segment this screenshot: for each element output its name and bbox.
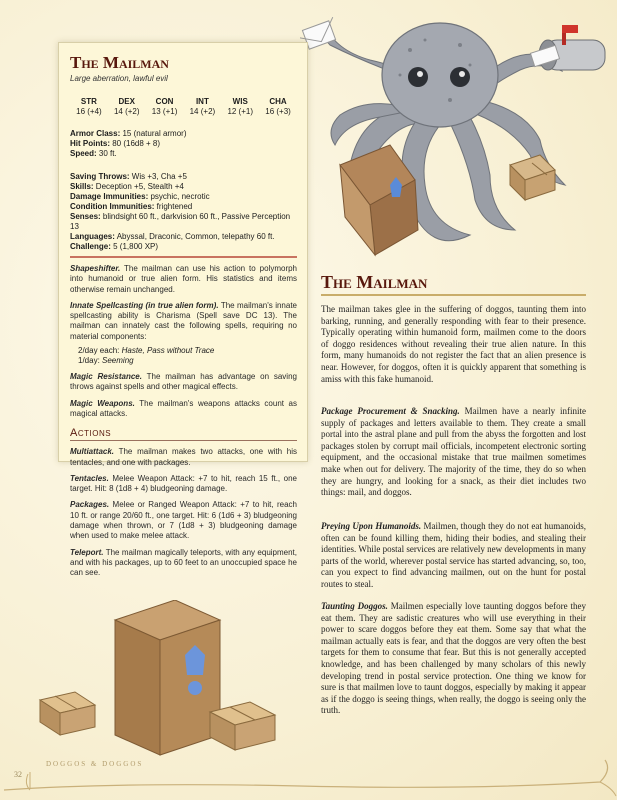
stat-block-title: The Mailman (70, 53, 169, 72)
ability-str: STR 16 (+4) (76, 97, 102, 116)
ability-scores (70, 97, 297, 116)
stat-block (58, 42, 308, 578)
hit-points: Hit Points: 80 (16d8 + 8) (70, 139, 161, 148)
packages-illustration (35, 600, 295, 760)
trait-shapeshifter: Shapeshifter. The mailman can use his action to polymorph into humanoid or true alien form. His statistics and items otherwise remain unchanged. (70, 264, 297, 294)
ability-con: CON 13 (+1) (151, 97, 178, 116)
octopus-illustration (300, 5, 617, 275)
action-packages: Packages. Melee or Ranged Weapon Attack: +7 to hit, reach 10 ft. or range 20/60 ft., one target. Hit: 6 (1d6 + 3) bludgeoning damage when thrown, or 7 (1d8 + 3) bludgeoning damage when used to make melee attack. (70, 500, 297, 541)
armor-class: Armor Class: 15 (natural armor) (70, 129, 187, 138)
ability-cha: CHA 16 (+3) (265, 97, 291, 116)
action-multiattack: Multiattack. The mailman makes two attacks, one with his tentacles, and one with packages. (70, 447, 297, 467)
paragraph-preying-upon-humanoids: Preying Upon Humanoids. Mailmen, though they do not eat humanoids, often can be found killing them, hiding their bodies, and stealing their identities. While postal services are relatively new developments in many parts of the world, wherever postal service has started advancing, so, too, can you expect to find advancing mailmen, out on the hunt for postal routes to steal. (321, 521, 587, 589)
saving-throws: Saving Throws: Wis +3, Cha +5 (70, 172, 187, 181)
footer-title: DOGGOS & DOGGOS (46, 760, 144, 768)
ability-dex: DEX 14 (+2) (113, 97, 140, 116)
action-tentacles: Tentacles. Melee Weapon Attack: +7 to hit, reach 15 ft., one target. Hit: 8 (1d8 + 4) bludgeoning damage. (70, 473, 297, 494)
spell-line: 1/day: Seeming (78, 356, 134, 366)
paragraph-taunting-doggos: Taunting Doggos. Mailmen especially love taunting doggos before they eat them. They are sadistic creatures who will use everything in their power to scare doggos before they eat them. Some say that what the mailman actually eats is fear, and that the doggos are very often the best targets for them to consume that fear. But this is not generally accepted knowledge, and has been challenged by many scholars of this newly developing trend in postal service protection. One thing we know for sure is that mailmen love to taunt doggos, especially by making it appear as if the doggo is seeing things, when really, the doggo is seeing only the truth. (321, 601, 586, 716)
skills: Skills: Deception +5, Stealth +4 (70, 182, 184, 191)
title-underline (321, 294, 586, 296)
spell-line: 2/day each: Haste, Pass without Trace (78, 346, 215, 356)
damage-immunities: Damage Immunities: psychic, necrotic (70, 192, 210, 201)
condition-immunities: Condition Immunities: frightened (70, 202, 193, 211)
creature-type: Large aberration, lawful evil (70, 74, 168, 83)
trait-innate-spellcasting: Innate Spellcasting (in true alien form). The mailman's innate spellcasting ability is Charisma (Spell save DC 13). The mailman can innately cast the following spells, requiring no material components: (70, 300, 297, 341)
action-teleport: Teleport. The mailman magically teleports, with any equipment, and with his packages, up to 60 feet to an unoccupied space he can see. (70, 547, 297, 578)
actions-divider (70, 440, 297, 441)
senses: Senses: blindsight 60 ft., darkvision 60 ft., Passive Perception 13 (70, 212, 291, 231)
mailbox-icon (530, 25, 605, 70)
ability-int: INT 14 (+2) (189, 97, 216, 116)
speed: Speed: 30 ft. (70, 149, 117, 158)
trait-magic-resistance: Magic Resistance. The mailman has advantage on saving throws against spells and other magical effects. (70, 372, 297, 392)
paragraph-package-procurement: Package Procurement & Snacking. Mailmen have a nearly infinite supply of packages and letters available to them. They create a small portal into the astral plane and pull from the abyss the forgotten and lost packages stolen by corrupt mail officials, incompetent electronic sorting equipment, and the occasional mistake that true mailmen sometimes make when out for delivery. The majority of the time, they do so when they are hungry, and looking for a snack, as their diet includes two things: mail, and doggos. (321, 406, 586, 498)
trait-magic-weapons: Magic Weapons. The mailman's weapons attacks count as magical attacks. (70, 398, 298, 418)
page-number: 32 (14, 770, 22, 779)
ability-wis: WIS 12 (+1) (227, 97, 254, 116)
article-title: The Mailman (321, 272, 428, 292)
actions-header: Actions (70, 427, 112, 440)
article-intro: The mailman takes glee in the suffering of doggos, taunting them into barking, running, and generally responding with fear to their presence. Typically operating within humanoid form, mailmen come to the doors of doggo residences without revealing their true alien nature. In this form, many humanoids do not register the fact that an alien presence is near. However, for doggos, often it is quickly apparent that something is amiss with this fake humanoid. (321, 304, 586, 384)
challenge: Challenge: 5 (1,800 XP) (70, 242, 159, 251)
divider (70, 256, 297, 258)
languages: Languages: Abyssal, Draconic, Common, telepathy 60 ft. (70, 232, 275, 241)
